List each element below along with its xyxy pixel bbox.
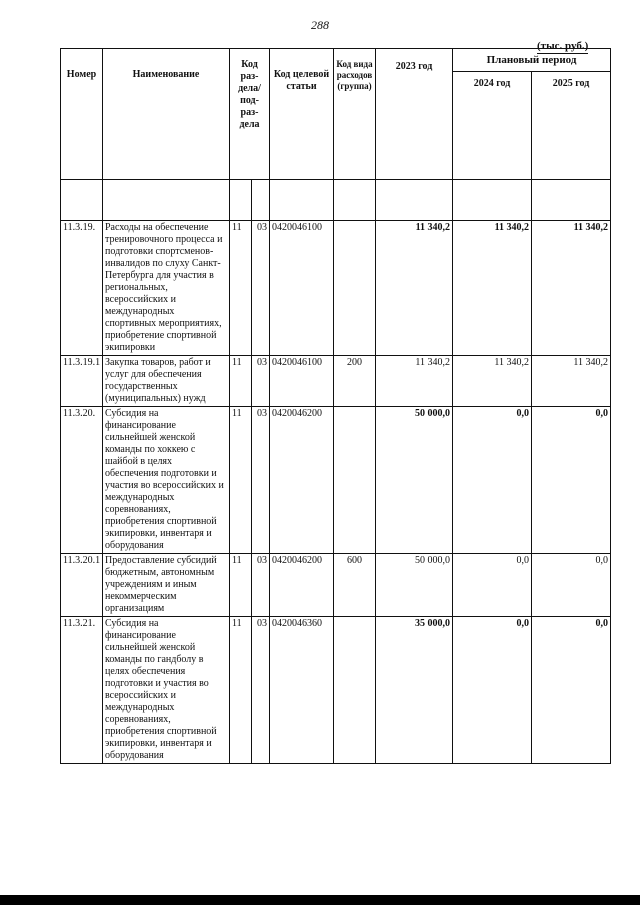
row-2024: 0,0 (453, 617, 532, 764)
header-plan-period: Плановый период (453, 49, 611, 72)
header-number: Номер (61, 49, 103, 180)
row-2025: 0,0 (532, 554, 611, 617)
header-name: Наименование (103, 49, 230, 180)
row-section: 11 (230, 554, 252, 617)
row-subsection: 03 (252, 221, 270, 356)
row-subsection: 03 (252, 617, 270, 764)
row-kind (334, 617, 376, 764)
page-number: 288 (311, 18, 329, 32)
header-year-2025: 2025 год (532, 72, 611, 180)
row-name: Субсидия на финансирование сильнейшей женской команды по гандболу в целях обеспечения подготовки и участия во всероссийских и международных соревнованиях, приобретения спортивной экипировки, инвентаря и оборудования (103, 617, 230, 764)
header-section-code: Код раз-дела/ под-раз-дела (230, 49, 270, 180)
row-number: 11.3.19. (61, 221, 103, 356)
row-subsection: 03 (252, 356, 270, 407)
units-label: (тыс. руб.) (537, 40, 589, 52)
row-section: 11 (230, 407, 252, 554)
row-2024: 11 340,2 (453, 356, 532, 407)
row-name: Предоставление субсидий бюджетным, автономным учреждениям и иным некоммерческим организациям (103, 554, 230, 617)
row-2023: 50 000,0 (376, 554, 453, 617)
row-section: 11 (230, 356, 252, 407)
row-kind: 600 (334, 554, 376, 617)
row-2024: 0,0 (453, 407, 532, 554)
scan-edge (0, 895, 640, 905)
row-article: 0420046100 (270, 356, 334, 407)
row-article: 0420046200 (270, 407, 334, 554)
row-2024: 0,0 (453, 554, 532, 617)
table-row (61, 554, 611, 617)
row-name: Расходы на обеспечение тренировочного процесса и подготовки спортсменов-инвалидов по слуху Санкт-Петербурга для участия в региональных, всероссийских и международных спортивных мероприятиях, приобретение спортивной экипировки (103, 221, 230, 356)
table-row (61, 356, 611, 407)
header-article-code: Код целевой статьи (270, 49, 334, 180)
row-kind: 200 (334, 356, 376, 407)
row-article: 0420046200 (270, 554, 334, 617)
table-row (61, 407, 611, 554)
row-2023: 11 340,2 (376, 356, 453, 407)
row-section: 11 (230, 221, 252, 356)
row-2023: 11 340,2 (376, 221, 453, 356)
header-row (61, 49, 611, 72)
table-row (61, 221, 611, 356)
row-article: 0420046360 (270, 617, 334, 764)
row-number: 11.3.21. (61, 617, 103, 764)
row-subsection: 03 (252, 554, 270, 617)
row-2025: 11 340,2 (532, 221, 611, 356)
row-2024: 11 340,2 (453, 221, 532, 356)
row-article: 0420046100 (270, 221, 334, 356)
row-number: 11.3.20. (61, 407, 103, 554)
header-year-2024: 2024 год (453, 72, 532, 180)
row-name: Субсидия на финансирование сильнейшей женской команды по хоккею с шайбой в целях обеспечения подготовки и участия во всероссийских и международных соревнованиях, приобретения спортивной экипировки, инвентаря и оборудования (103, 407, 230, 554)
budget-table (60, 48, 611, 764)
row-number: 11.3.20.1 (61, 554, 103, 617)
row-2025: 0,0 (532, 617, 611, 764)
row-2025: 11 340,2 (532, 356, 611, 407)
row-2023: 50 000,0 (376, 407, 453, 554)
header-kind-code: Код вида расходов (группа) (334, 49, 376, 180)
table-row (61, 617, 611, 764)
row-2025: 0,0 (532, 407, 611, 554)
row-name: Закупка товаров, работ и услуг для обеспечения государственных (муниципальных) нужд (103, 356, 230, 407)
row-2023: 35 000,0 (376, 617, 453, 764)
row-subsection: 03 (252, 407, 270, 554)
row-number: 11.3.19.1 (61, 356, 103, 407)
header-year-2023: 2023 год (376, 49, 453, 180)
row-kind (334, 407, 376, 554)
row-kind (334, 221, 376, 356)
row-section: 11 (230, 617, 252, 764)
spacer-row (61, 180, 611, 221)
